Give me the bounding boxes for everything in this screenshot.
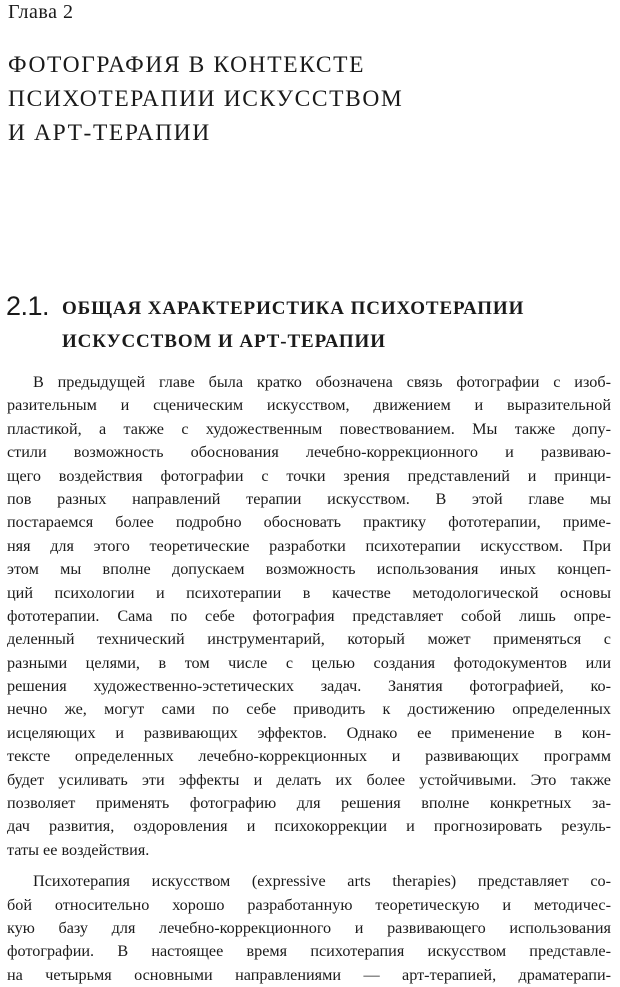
chapter-title (8, 48, 403, 150)
text-line: фототерапии. Сама по себе фотография представляет собой лишь опре- (7, 606, 611, 625)
text-line: Психотерапия искусством (expressive arts therapies) представляет со- (33, 872, 611, 891)
body-text (7, 371, 611, 987)
paragraph (7, 870, 611, 987)
chapter-title-line: И АРТ-ТЕРАПИИ (8, 120, 211, 146)
text-line: разительным и сценическим искусством, движением и выразительной (7, 396, 611, 415)
section-title-line: ИСКУССТВОМ И АРТ-ТЕРАПИИ (62, 331, 386, 352)
text-line: исцеляющих и развивающих эффектов. Однако ее применение в кон- (7, 723, 611, 742)
text-line: ций психологии и психотерапии в качестве методологической основы (7, 583, 611, 602)
text-line: деленный технический инструментарий, который может применяться с (7, 630, 611, 649)
text-line: фотографии. В настоящее время психотерапия искусством представле- (7, 942, 611, 961)
text-line: В предыдущей главе была кратко обозначена связь фотографии с изоб- (33, 373, 611, 391)
paragraph (7, 371, 611, 862)
text-line: пластикой, а также с художественным повествованием. Мы также допу- (7, 419, 611, 438)
text-line: щего воздействия фотографии с точки зрения представлений и принци- (7, 466, 611, 485)
section-title-line: ОБЩАЯ ХАРАКТЕРИСТИКА ПСИХОТЕРАПИИ (62, 298, 525, 319)
text-line: бой относительно хорошо разработанную теоретическую и методичес- (7, 895, 611, 914)
chapter-title-line: ПСИХОТЕРАПИИ ИСКУССТВОМ (8, 86, 404, 112)
section-number: 2.1. (6, 291, 50, 321)
text-line: кую базу для лечебно-коррекционного и развивающего использования (7, 918, 611, 937)
text-line: пов разных направлений терапии искусством. В этой главе мы (7, 489, 611, 508)
text-line: постараемся более подробно обосновать практику фототерапии, приме- (7, 513, 611, 532)
text-line: разными целями, в том числе с целью создания фотодокументов или (7, 653, 611, 672)
text-line: няя для этого теоретические разработки психотерапии искусством. При (7, 536, 611, 555)
text-line: тексте определенных лечебно-коррекционных и развивающих программ (7, 747, 611, 766)
text-line: этом мы вполне допускаем возможность использования иных концеп- (7, 560, 611, 579)
section-title (62, 292, 524, 358)
chapter-label: Глава 2 (8, 1, 74, 23)
text-line: дач развития, оздоровления и психокоррекции и прогнозировать резуль- (7, 817, 611, 836)
text-line: на четырьмя основными направлениями — арт-терапией, драматерапи- (7, 965, 611, 984)
text-line: позволяет применять фотографию для решения вполне конкретных за- (7, 794, 611, 813)
text-line: решения художественно-эстетических задач. Занятия фотографией, ко- (7, 677, 611, 696)
text-line: нечно же, могут сами по себе приводить к достижению определенных (7, 700, 611, 719)
text-line: стили возможность обоснования лечебно-коррекционного и развиваю- (7, 443, 611, 462)
text-line: таты ее воздействия. (7, 840, 150, 859)
text-line: будет усиливать эти эффекты и делать их более устойчивыми. Это также (7, 770, 611, 789)
chapter-title-line: ФОТОГРАФИЯ В КОНТЕКСТЕ (8, 52, 366, 78)
